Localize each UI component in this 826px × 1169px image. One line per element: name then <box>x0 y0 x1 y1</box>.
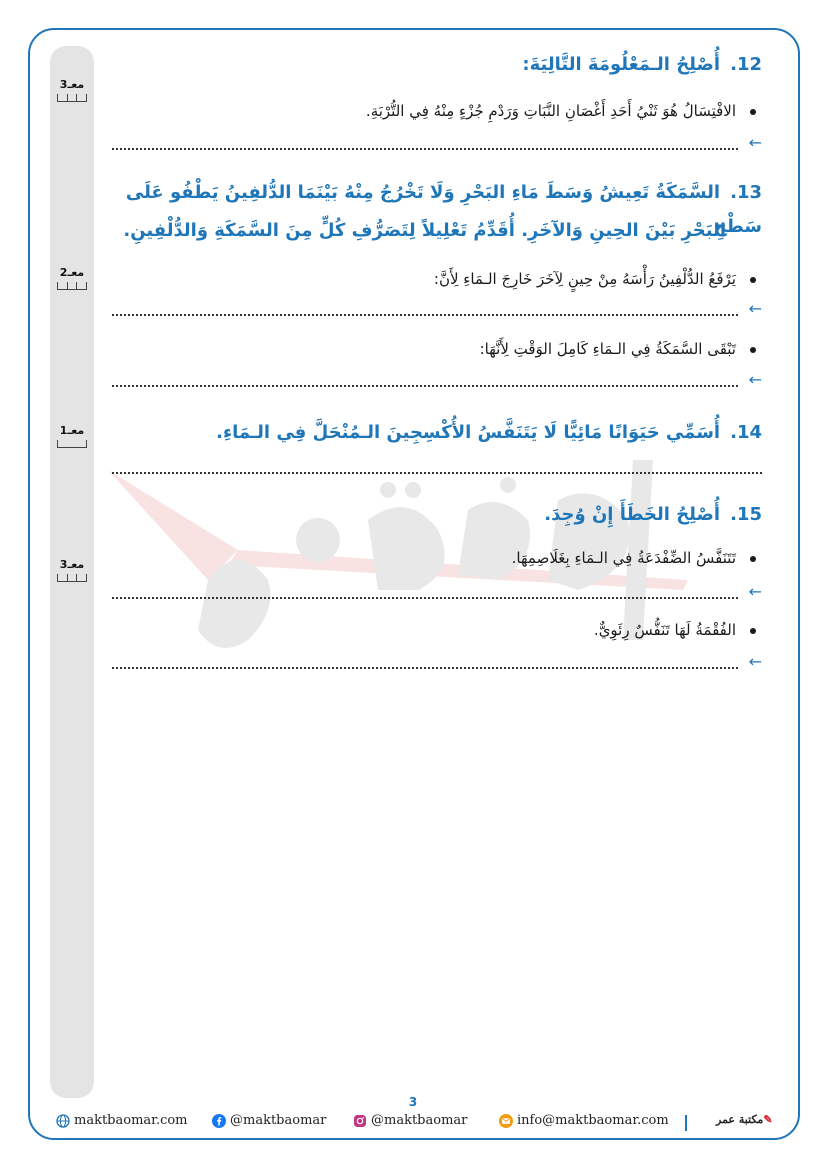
question-13-line-2 <box>112 214 726 248</box>
score-box-q15 <box>54 558 90 582</box>
dotted-line <box>112 385 738 387</box>
score-label: معـ3 <box>59 78 85 91</box>
question-15-item-2 <box>112 617 756 643</box>
email-icon <box>499 1114 513 1128</box>
answer-line-q12[interactable] <box>112 133 762 156</box>
answer-line-q13-2[interactable] <box>112 370 762 393</box>
bullet-icon <box>750 556 756 562</box>
facebook-text: @maktbaomar <box>230 1113 327 1128</box>
arrow-left-icon: ← <box>748 370 762 389</box>
arrow-left-icon: ← <box>748 133 762 152</box>
dotted-line <box>112 314 738 316</box>
arrow-left-icon: ← <box>748 582 762 601</box>
score-cells <box>57 282 87 290</box>
footer-facebook[interactable] <box>212 1113 326 1128</box>
question-13-item-1 <box>112 266 756 292</box>
question-15 <box>112 498 762 532</box>
question-14 <box>112 416 762 450</box>
question-text: أُصْلِحُ الـمَعْلُومَةَ التَّالِيَةَ: <box>522 54 721 75</box>
page-number: 3 <box>408 1095 418 1109</box>
item-text: تَتَنَفَّسُ الضِّفْدَعَةُ فِي الـمَاءِ بِغَلَاصِمِهَا. <box>511 549 736 567</box>
bullet-icon <box>750 347 756 353</box>
item-text: تَبْقَى السَّمَكَةُ فِي الـمَاءِ كَامِلَ الوَقْتِ لِأَنَّهَا: <box>479 340 736 358</box>
question-12 <box>112 48 762 82</box>
bullet-icon <box>750 277 756 283</box>
question-text: أُسَمِّي حَيَوَانًا مَائِيًّا لَا يَتَنَفَّسُ الأُكْسِجِينَ الـمُنْحَلَّ فِي الـمَاءِ. <box>216 422 721 443</box>
answer-line-q13-1[interactable] <box>112 299 762 322</box>
footer-instagram[interactable] <box>353 1113 467 1128</box>
question-number: 14. <box>730 422 762 443</box>
score-box-q12 <box>54 78 90 102</box>
question-number: 13. <box>730 182 762 203</box>
footer <box>56 1113 786 1135</box>
question-text: أُصْلِحُ الخَطَأَ إِنْ وُجِدَ. <box>544 504 721 525</box>
score-box-q14 <box>54 424 90 448</box>
answer-line-q14[interactable] <box>112 472 762 474</box>
email-text: info@maktbaomar.com <box>517 1113 669 1128</box>
score-box-q13 <box>54 266 90 290</box>
question-text-line-1: السَّمَكَةُ تَعِيشُ وَسَطَ مَاءِ البَحْرِ وَلَا تَخْرُجُ مِنْهُ بَيْنَمَا الدُّلفِينُ يَطْفُو عَلَى سَطْحِ <box>125 182 762 237</box>
website-text: maktbaomar.com <box>74 1113 188 1128</box>
question-number: 12. <box>730 54 762 75</box>
item-text: الافْتِسَالُ هُوَ ثَنْيُ أَحَدِ أَغْصَانِ النَّبَاتِ وَرَدْمِ جُزْءٍ مِنْهُ فِي التُّرْبَةِ. <box>365 102 736 120</box>
dotted-line <box>112 667 738 669</box>
answer-line-q15-2[interactable] <box>112 652 762 675</box>
instagram-icon <box>353 1114 367 1128</box>
question-12-item-1 <box>112 98 756 124</box>
question-15-item-1 <box>112 545 756 571</box>
question-number: 15. <box>730 504 762 525</box>
footer-logo <box>716 1113 773 1126</box>
answer-line-q15-1[interactable] <box>112 582 762 605</box>
item-text: الفُقْمَةُ لَهَا تَنَفُّسٌ رِئَوِيٌّ. <box>593 621 736 639</box>
score-cells <box>57 94 87 102</box>
instagram-text: @maktbaomar <box>371 1113 468 1128</box>
footer-email[interactable] <box>499 1113 669 1128</box>
footer-website[interactable] <box>56 1113 188 1128</box>
dotted-line <box>112 148 738 150</box>
score-cells <box>57 574 87 582</box>
score-cells <box>57 440 87 448</box>
score-label: معـ1 <box>59 424 85 437</box>
question-13-item-2 <box>112 336 756 362</box>
arrow-left-icon: ← <box>748 652 762 671</box>
bullet-icon <box>750 109 756 115</box>
question-text-line-2: البَحْرِ بَيْنَ الحِينِ وَالآخَرِ. أُقَدِّمُ تَعْلِيلاً لِتَصَرُّفِ كُلٍّ مِنَ السَّمَكَةِ وَالدُّلْفِينِ. <box>123 220 726 241</box>
globe-icon <box>56 1114 70 1128</box>
footer-divider <box>685 1115 687 1131</box>
logo-mark-icon: ✎ <box>763 1113 773 1126</box>
bullet-icon <box>750 628 756 634</box>
dotted-line <box>112 597 738 599</box>
item-text: يَرْفَعُ الدُّلْفِينُ رَأْسَهُ مِنْ حِينٍ لِآخَرَ خَارِجَ الـمَاءِ لِأَنَّ: <box>433 270 736 288</box>
logo-text: مكتبة عمر <box>716 1113 764 1126</box>
facebook-icon <box>212 1114 226 1128</box>
score-label: معـ3 <box>59 558 85 571</box>
score-label: معـ2 <box>59 266 85 279</box>
arrow-left-icon: ← <box>748 299 762 318</box>
